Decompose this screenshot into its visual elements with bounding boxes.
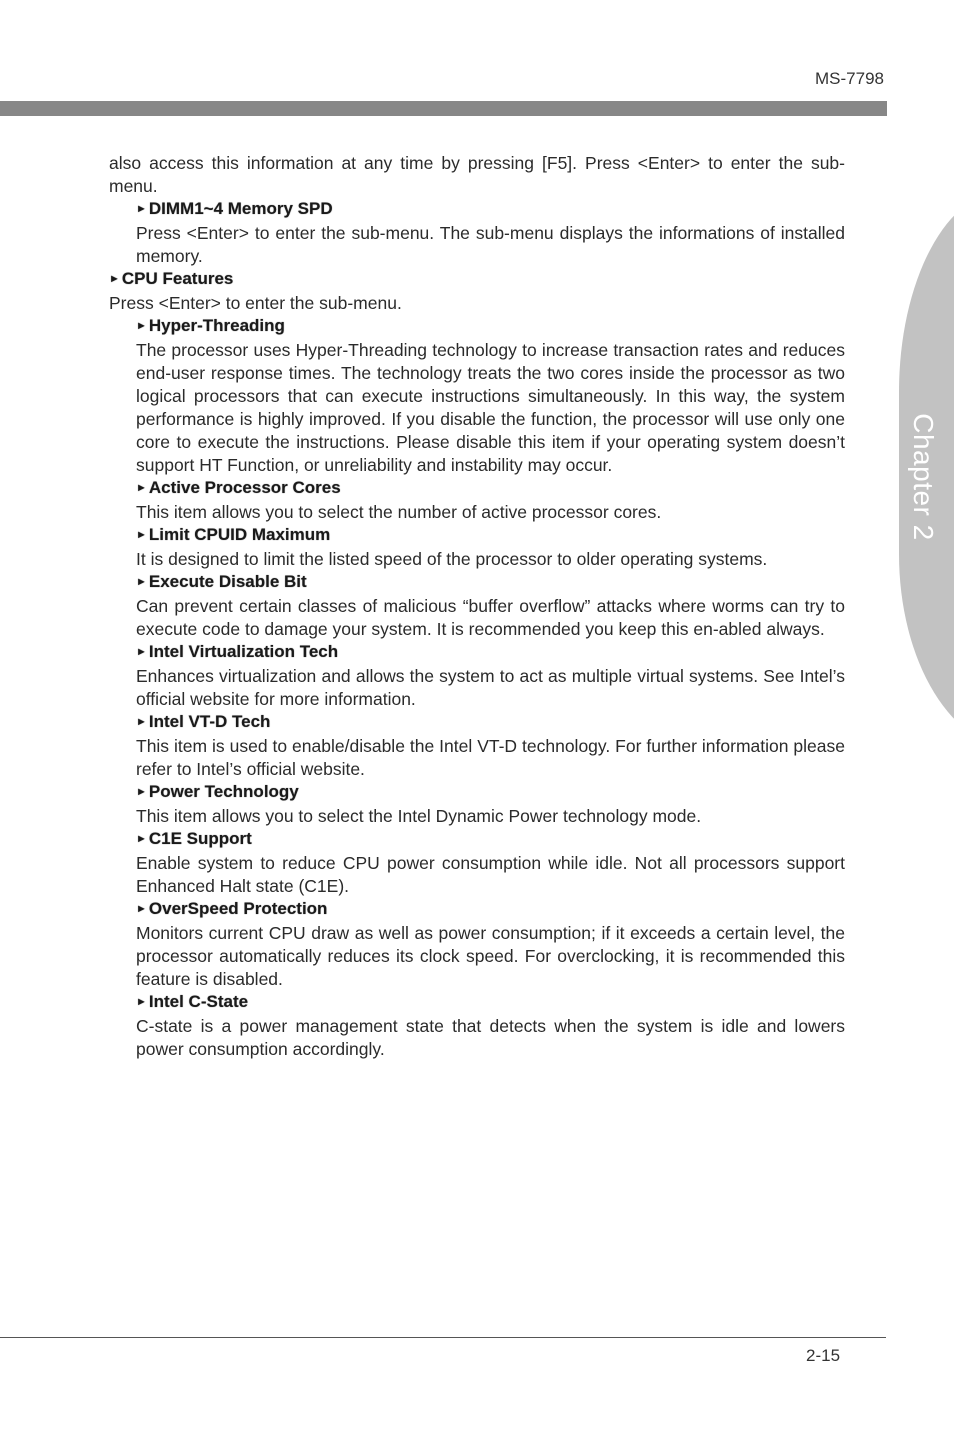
item-title: C1E Support (148, 829, 252, 848)
triangle-bullet-icon: ► (136, 482, 147, 494)
triangle-bullet-icon: ► (136, 996, 147, 1008)
triangle-bullet-icon: ► (136, 786, 147, 798)
item-heading (136, 898, 845, 922)
item-description: This item allows you to select the number of active processor cores. (136, 502, 662, 522)
chapter-tab-label: Chapter 2 (908, 413, 939, 541)
item-heading (136, 991, 845, 1015)
triangle-bullet-icon: ► (136, 646, 147, 658)
section-heading-cpu-features (109, 268, 845, 292)
item-description: Enable system to reduce CPU power consumption while idle. Not all processors support Enhanced Halt state (C1E). (136, 853, 845, 896)
triangle-bullet-icon: ► (136, 903, 147, 915)
item-title: Active Processor Cores (148, 478, 341, 497)
triangle-bullet-icon: ► (136, 833, 147, 845)
triangle-bullet-icon: ► (136, 203, 147, 215)
item-title: Intel Virtualization Tech (148, 642, 339, 661)
section-heading-dimm-spd (136, 198, 845, 222)
footer-rule (0, 1337, 886, 1338)
section-description: Press <Enter> to enter the sub-menu. The sub-menu displays the informations of installed memory. (136, 223, 845, 266)
section-title: DIMM1~4 Memory SPD (148, 199, 333, 218)
item-heading (136, 781, 845, 805)
model-number: MS-7798 (815, 69, 884, 88)
item-heading (136, 315, 845, 339)
manual-content (109, 152, 845, 1061)
triangle-bullet-icon: ► (136, 320, 147, 332)
section-description: Press <Enter> to enter the sub-menu. (109, 293, 402, 313)
item-description: Monitors current CPU draw as well as power consumption; if it exceeds a certain level, the processor automatically reduces its clock speed. For overclocking, it is recommended this feature is disabled. (136, 923, 845, 989)
item-description: This item is used to enable/disable the Intel VT-D technology. For further information please refer to Intel’s official website. (136, 736, 845, 779)
triangle-bullet-icon: ► (109, 273, 120, 285)
item-description: C-state is a power management state that detects when the system is idle and lowers power consumption accordingly. (136, 1016, 845, 1059)
intro-paragraph: also access this information at any time by pressing [F5]. Press <Enter> to enter the sub-menu. (109, 153, 845, 196)
item-title: Intel VT-D Tech (148, 712, 271, 731)
item-title: Execute Disable Bit (148, 572, 307, 591)
item-title: Limit CPUID Maximum (148, 525, 331, 544)
item-title: Power Technology (148, 782, 299, 801)
item-description: The processor uses Hyper-Threading technology to increase transaction rates and reduces end-user response times. The technology treats the two cores inside the processor as two logical processors that can execute instructions simultaneously. In this way, the system performance is highly improved. If you disable the function, the processor will use only one core to execute the instructions. Please disable this item if your operating system doesn’t support HT Function, or unreliability and instability may occur. (136, 340, 845, 475)
item-heading (136, 571, 845, 595)
triangle-bullet-icon: ► (136, 529, 147, 541)
item-description: It is designed to limit the listed speed of the processor to older operating systems. (136, 549, 768, 569)
item-heading (136, 477, 845, 501)
item-description: Can prevent certain classes of malicious “buffer overflow” attacks where worms can try to execute code to damage your system. It is recommended you keep this en-abled always. (136, 596, 845, 639)
item-heading (136, 828, 845, 852)
triangle-bullet-icon: ► (136, 576, 147, 588)
section-title: CPU Features (121, 269, 234, 288)
item-heading (136, 641, 845, 665)
item-title: Hyper-Threading (148, 316, 285, 335)
item-description: This item allows you to select the Intel Dynamic Power technology mode. (136, 806, 702, 826)
page-number: 2-15 (806, 1346, 841, 1365)
item-title: OverSpeed Protection (148, 899, 328, 918)
item-title: Intel C-State (148, 992, 249, 1011)
item-heading (136, 711, 845, 735)
header-bar (0, 101, 887, 116)
item-heading (136, 524, 845, 548)
triangle-bullet-icon: ► (136, 716, 147, 728)
item-description: Enhances virtualization and allows the system to act as multiple virtual systems. See Intel’s official website for more information. (136, 666, 845, 709)
